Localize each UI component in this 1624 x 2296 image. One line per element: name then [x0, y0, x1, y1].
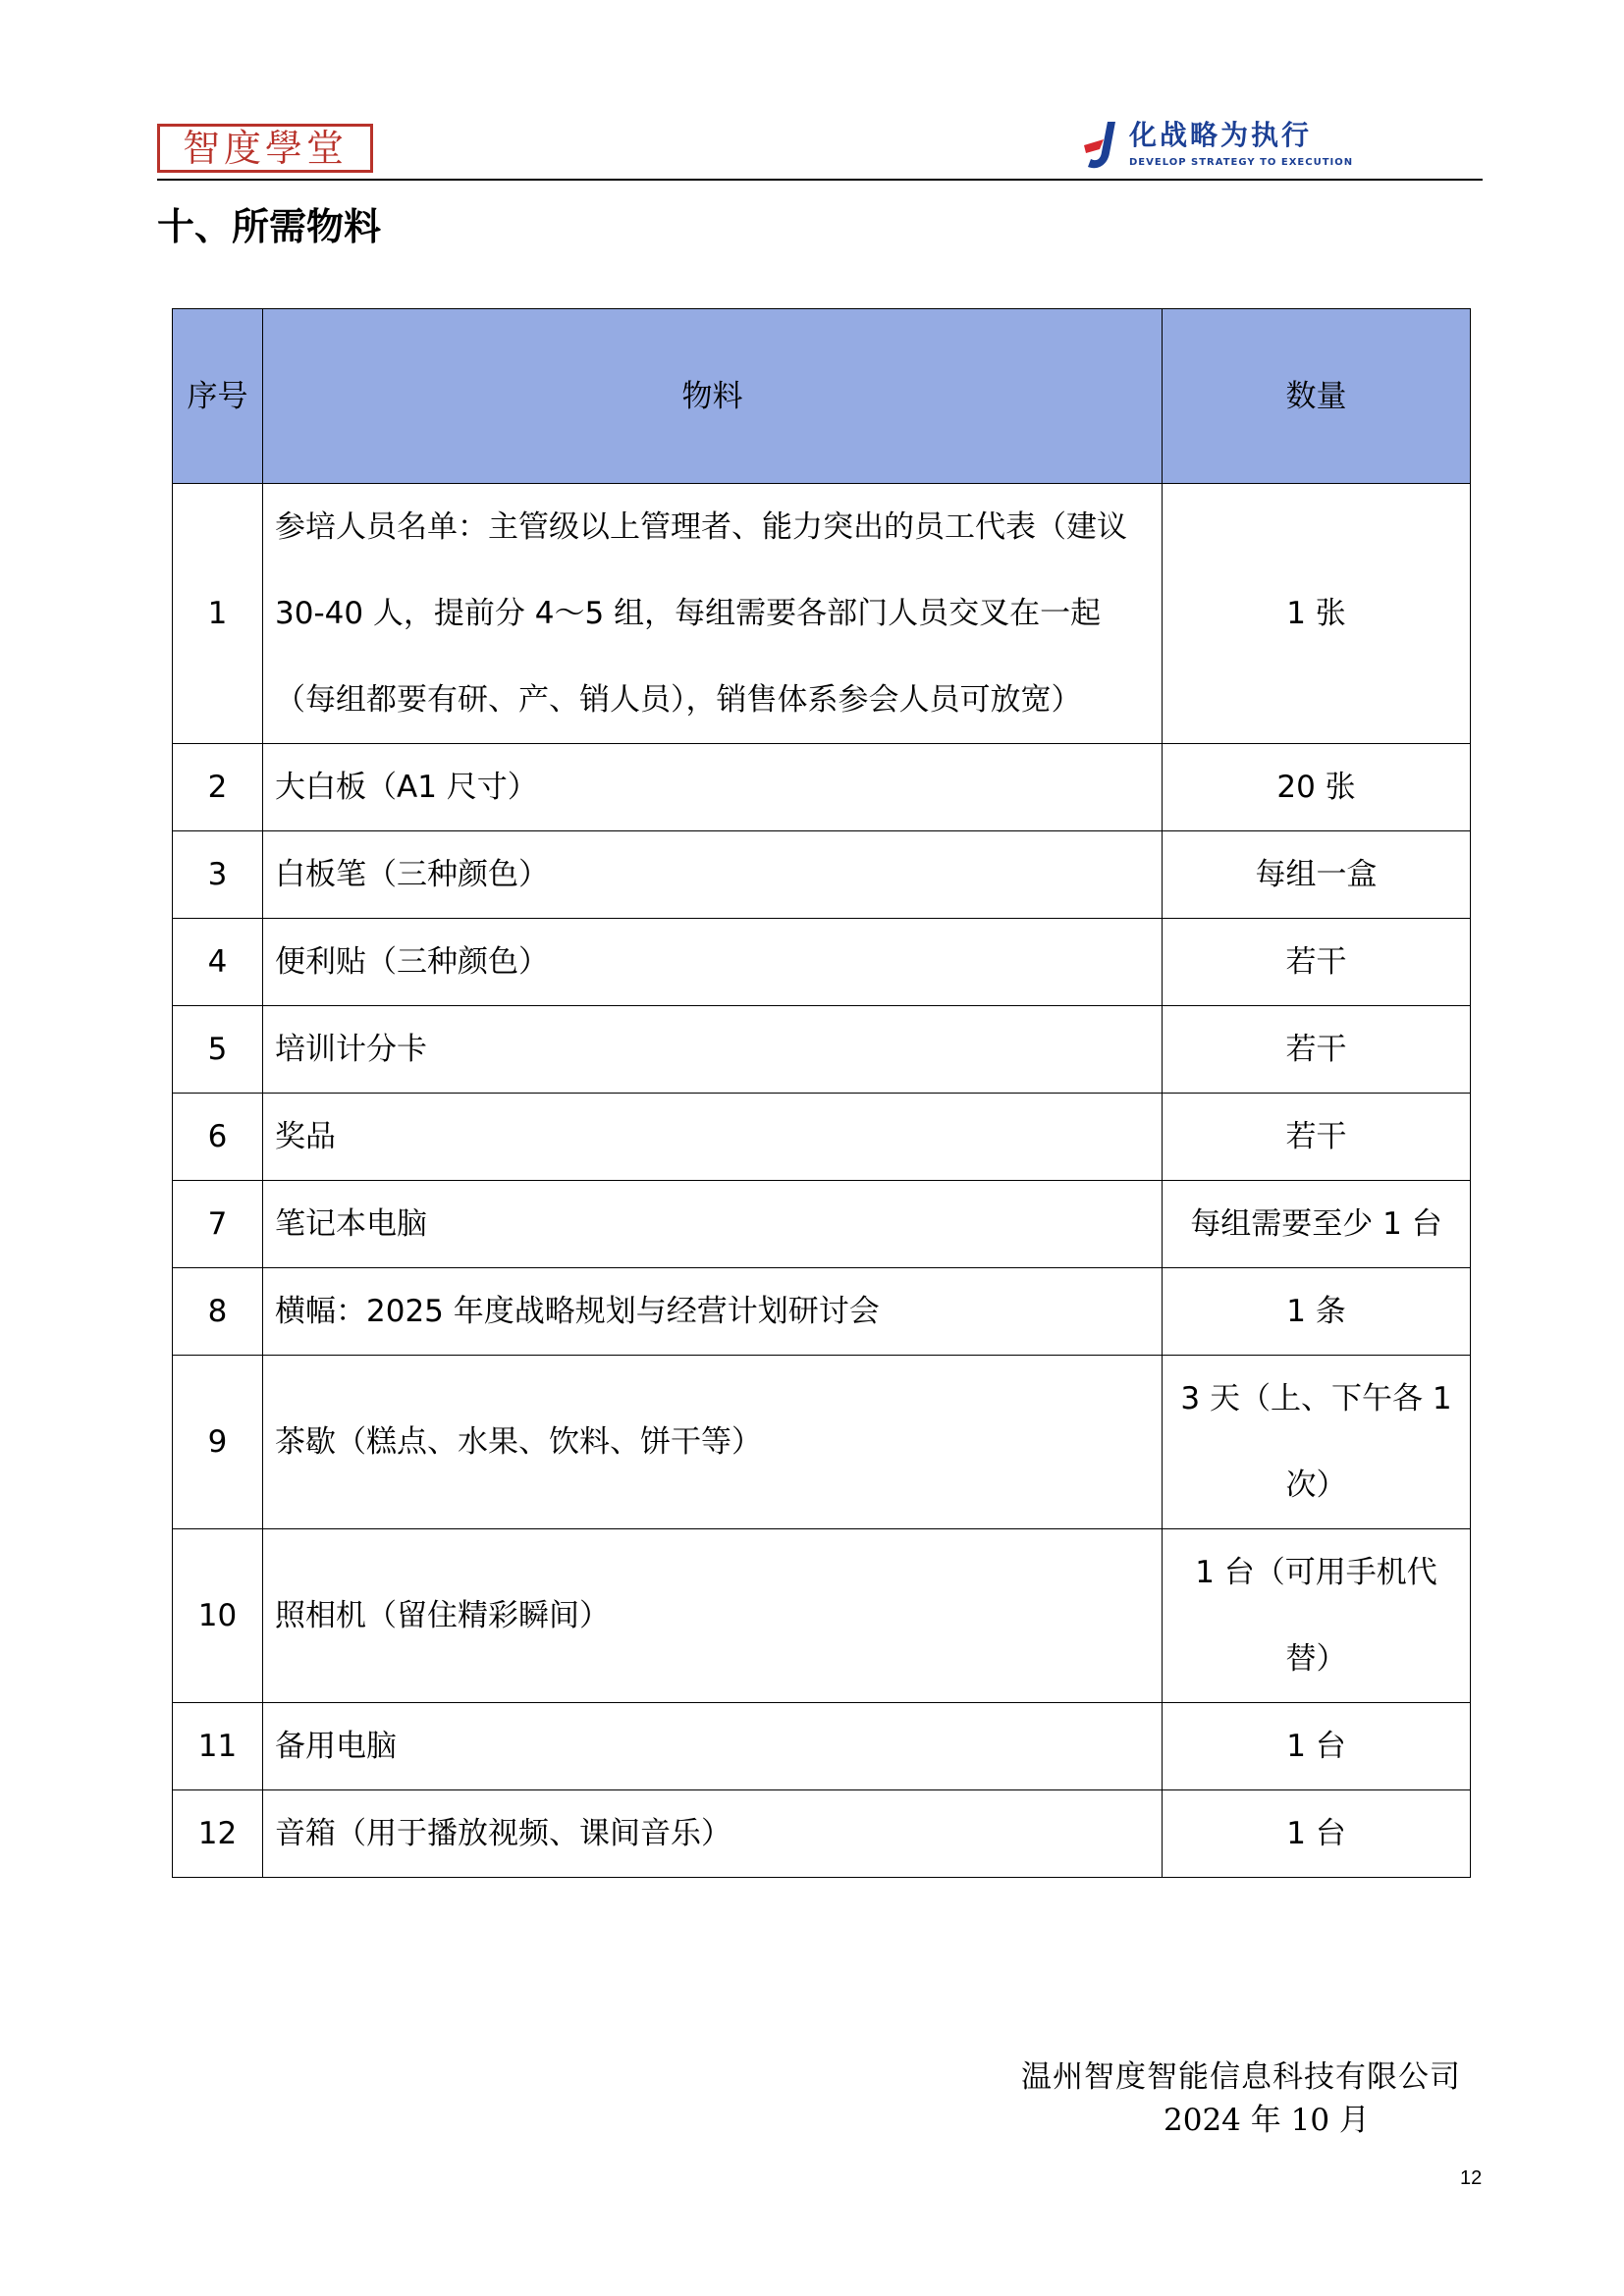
table-row: [173, 1356, 1471, 1529]
table-row: [173, 1703, 1471, 1790]
row-number: 4: [173, 919, 263, 1006]
table-row: [173, 1268, 1471, 1356]
row-qty: 1 台（可用手机代替）: [1163, 1529, 1471, 1703]
page-header: [157, 118, 1483, 181]
materials-table: [172, 308, 1471, 1878]
table-row: [173, 831, 1471, 919]
row-item: 白板笔（三种颜色）: [263, 831, 1163, 919]
table-row: [173, 1790, 1471, 1878]
table-row: [173, 1529, 1471, 1703]
row-number: 7: [173, 1181, 263, 1268]
row-number: 10: [173, 1529, 263, 1703]
row-item: 横幅：2025 年度战略规划与经营计划研讨会: [263, 1268, 1163, 1356]
row-qty: 3 天（上、下午各 1 次）: [1163, 1356, 1471, 1529]
row-qty: 1 台: [1163, 1790, 1471, 1878]
table-header-row: [173, 309, 1471, 484]
row-number: 11: [173, 1703, 263, 1790]
table-row: [173, 744, 1471, 831]
row-qty: 1 条: [1163, 1268, 1471, 1356]
row-qty: 1 张: [1163, 484, 1471, 744]
strategy-logo-subtitle: DEVELOP STRATEGY TO EXECUTION: [1129, 157, 1354, 168]
row-number: 9: [173, 1356, 263, 1529]
strategy-logo-title: 化战略为执行: [1129, 119, 1313, 151]
row-qty: 20 张: [1163, 744, 1471, 831]
row-qty: 若干: [1163, 1094, 1471, 1181]
strategy-execution-logo: [1082, 118, 1475, 175]
row-number: 1: [173, 484, 263, 744]
zhidu-academy-logo-text: 智度學堂: [182, 127, 348, 170]
table-row: [173, 1181, 1471, 1268]
row-qty: 每组一盒: [1163, 831, 1471, 919]
column-header-qty: 数量: [1163, 309, 1471, 484]
row-item: 笔记本电脑: [263, 1181, 1163, 1268]
row-item: 茶歇（糕点、水果、饮料、饼干等）: [263, 1356, 1163, 1529]
row-item: 参培人员名单：主管级以上管理者、能力突出的员工代表（建议 30-40 人，提前分 4～5 组，每组需要各部门人员交叉在一起（每组都要有研、产、销人员），销售体系参会人员可放宽）: [263, 484, 1163, 744]
row-number: 3: [173, 831, 263, 919]
row-qty: 每组需要至少 1 台: [1163, 1181, 1471, 1268]
column-header-no: 序号: [173, 309, 263, 484]
footer-date: 2024 年 10 月: [1164, 2103, 1370, 2138]
row-number: 6: [173, 1094, 263, 1181]
section-title: 十、所需物料: [157, 205, 382, 248]
row-item: 奖品: [263, 1094, 1163, 1181]
zhidu-academy-logo: [157, 124, 373, 173]
footer-company: 温州智度智能信息科技有限公司: [1021, 2059, 1461, 2095]
row-qty: 1 台: [1163, 1703, 1471, 1790]
table-row: [173, 919, 1471, 1006]
table-row: [173, 1006, 1471, 1094]
row-qty: 若干: [1163, 1006, 1471, 1094]
row-item: 培训计分卡: [263, 1006, 1163, 1094]
row-item: 照相机（留住精彩瞬间）: [263, 1529, 1163, 1703]
row-number: 12: [173, 1790, 263, 1878]
row-qty: 若干: [1163, 919, 1471, 1006]
row-item: 备用电脑: [263, 1703, 1163, 1790]
row-number: 5: [173, 1006, 263, 1094]
strategy-arrow-icon: [1082, 120, 1125, 173]
row-item: 大白板（A1 尺寸）: [263, 744, 1163, 831]
row-number: 2: [173, 744, 263, 831]
column-header-item: 物料: [263, 309, 1163, 484]
table-row: [173, 484, 1471, 744]
table-row: [173, 1094, 1471, 1181]
row-number: 8: [173, 1268, 263, 1356]
row-item: 便利贴（三种颜色）: [263, 919, 1163, 1006]
page-number: 12: [1460, 2167, 1483, 2189]
row-item: 音箱（用于播放视频、课间音乐）: [263, 1790, 1163, 1878]
